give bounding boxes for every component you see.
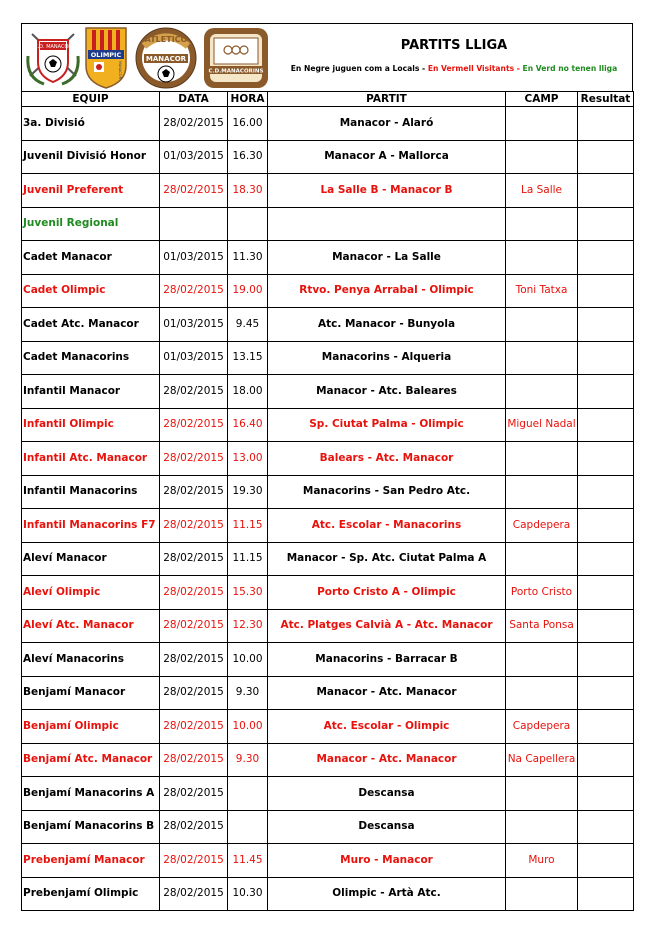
cell-hora: 13.15 bbox=[228, 341, 268, 375]
matches-table bbox=[21, 91, 634, 911]
cell-hora: 11.15 bbox=[228, 542, 268, 576]
cd-manacor-logo-text: C.D. MANACOR bbox=[34, 44, 72, 50]
cell-hora: 16.30 bbox=[228, 140, 268, 174]
cell-resultat bbox=[578, 777, 634, 811]
cell-data: 28/02/2015 bbox=[160, 710, 228, 744]
cell-camp bbox=[506, 676, 578, 710]
cell-resultat bbox=[578, 140, 634, 174]
cell-equip: Aleví Manacor bbox=[22, 542, 160, 576]
cell-partit: Manacor - Sp. Atc. Ciutat Palma A bbox=[268, 542, 506, 576]
cell-data: 28/02/2015 bbox=[160, 274, 228, 308]
cell-resultat bbox=[578, 844, 634, 878]
olimpic-logo bbox=[82, 26, 130, 90]
cell-camp: Santa Ponsa bbox=[506, 609, 578, 643]
cell-partit: Olimpic - Artà Atc. bbox=[268, 877, 506, 911]
atletico-logo-text: ATLETICO bbox=[144, 35, 188, 44]
cell-camp bbox=[506, 341, 578, 375]
cell-resultat bbox=[578, 207, 634, 241]
cell-hora bbox=[228, 207, 268, 241]
cell-resultat bbox=[578, 877, 634, 911]
cell-equip: Aleví Atc. Manacor bbox=[22, 609, 160, 643]
table-row bbox=[22, 140, 634, 174]
cell-camp: Miguel Nadal bbox=[506, 408, 578, 442]
cell-data: 28/02/2015 bbox=[160, 643, 228, 677]
cell-data: 28/02/2015 bbox=[160, 408, 228, 442]
col-header-partit: PARTIT bbox=[268, 92, 506, 107]
cell-partit: Manacorins - San Pedro Atc. bbox=[268, 475, 506, 509]
cell-equip: Benjamí Manacorins A bbox=[22, 777, 160, 811]
cell-data: 28/02/2015 bbox=[160, 542, 228, 576]
table-row bbox=[22, 810, 634, 844]
cell-hora: 16.40 bbox=[228, 408, 268, 442]
cell-camp bbox=[506, 542, 578, 576]
table-row bbox=[22, 442, 634, 476]
cell-data: 28/02/2015 bbox=[160, 844, 228, 878]
cell-partit: La Salle B - Manacor B bbox=[268, 174, 506, 208]
cell-camp: Toni Tatxa bbox=[506, 274, 578, 308]
cell-hora: 9.30 bbox=[228, 743, 268, 777]
cell-equip: Infantil Olimpic bbox=[22, 408, 160, 442]
cell-equip: Infantil Manacor bbox=[22, 375, 160, 409]
club-logos bbox=[22, 24, 270, 91]
table-header-row bbox=[22, 92, 634, 107]
cell-hora: 9.45 bbox=[228, 308, 268, 342]
cell-resultat bbox=[578, 509, 634, 543]
cell-data bbox=[160, 207, 228, 241]
cell-resultat bbox=[578, 442, 634, 476]
cell-equip: Juvenil Regional bbox=[22, 207, 160, 241]
cell-hora: 10.30 bbox=[228, 877, 268, 911]
col-header-data: DATA bbox=[160, 92, 228, 107]
cell-resultat bbox=[578, 375, 634, 409]
table-row bbox=[22, 877, 634, 911]
cell-equip: Prebenjamí Manacor bbox=[22, 844, 160, 878]
cell-equip: 3a. Divisió bbox=[22, 107, 160, 141]
cell-hora: 16.00 bbox=[228, 107, 268, 141]
schedule-sheet bbox=[21, 23, 633, 911]
cell-partit: Manacor - Atc. Manacor bbox=[268, 676, 506, 710]
cell-resultat bbox=[578, 341, 634, 375]
cell-resultat bbox=[578, 542, 634, 576]
cell-data: 28/02/2015 bbox=[160, 609, 228, 643]
cell-partit: Manacor - Atc. Baleares bbox=[268, 375, 506, 409]
cell-camp: Capdepera bbox=[506, 710, 578, 744]
cell-partit: Atc. Manacor - Bunyola bbox=[268, 308, 506, 342]
cell-equip: Infantil Manacorins bbox=[22, 475, 160, 509]
cell-camp bbox=[506, 241, 578, 275]
cell-equip: Aleví Olimpic bbox=[22, 576, 160, 610]
cell-hora: 13.00 bbox=[228, 442, 268, 476]
cell-hora: 19.00 bbox=[228, 274, 268, 308]
cell-hora: 10.00 bbox=[228, 643, 268, 677]
table-row bbox=[22, 207, 634, 241]
cell-equip: Benjamí Atc. Manacor bbox=[22, 743, 160, 777]
legend-locals: En Negre juguen com a Locals - bbox=[290, 64, 428, 73]
table-row bbox=[22, 241, 634, 275]
cell-resultat bbox=[578, 475, 634, 509]
cell-equip: Juvenil Preferent bbox=[22, 174, 160, 208]
table-row bbox=[22, 743, 634, 777]
col-header-camp: CAMP bbox=[506, 92, 578, 107]
cell-partit: Porto Cristo A - Olimpic bbox=[268, 576, 506, 610]
cell-resultat bbox=[578, 241, 634, 275]
table-row bbox=[22, 375, 634, 409]
cell-partit: Muro - Manacor bbox=[268, 844, 506, 878]
cell-partit: Atc. Platges Calvià A - Atc. Manacor bbox=[268, 609, 506, 643]
cell-hora: 18.00 bbox=[228, 375, 268, 409]
cell-resultat bbox=[578, 643, 634, 677]
cell-partit: Descansa bbox=[268, 810, 506, 844]
cell-camp bbox=[506, 777, 578, 811]
table-row bbox=[22, 710, 634, 744]
legend-no-league: En Verd no tenen lliga bbox=[522, 64, 618, 73]
cell-data: 28/02/2015 bbox=[160, 475, 228, 509]
cell-equip: Benjamí Olimpic bbox=[22, 710, 160, 744]
cell-resultat bbox=[578, 609, 634, 643]
cell-camp bbox=[506, 107, 578, 141]
cell-data: 28/02/2015 bbox=[160, 442, 228, 476]
col-header-resultat: Resultat bbox=[578, 92, 634, 107]
cell-camp bbox=[506, 308, 578, 342]
cell-data: 28/02/2015 bbox=[160, 509, 228, 543]
table-row bbox=[22, 777, 634, 811]
table-row bbox=[22, 542, 634, 576]
cell-partit: Atc. Escolar - Manacorins bbox=[268, 509, 506, 543]
cell-camp bbox=[506, 810, 578, 844]
cell-data: 01/03/2015 bbox=[160, 341, 228, 375]
cell-equip: Aleví Manacorins bbox=[22, 643, 160, 677]
cell-camp bbox=[506, 877, 578, 911]
legend-visitants: En Vermell Visitants - bbox=[427, 64, 523, 73]
manacorins-logo-text: C.D.MANACORINS bbox=[208, 68, 264, 75]
cell-hora: 11.45 bbox=[228, 844, 268, 878]
cell-data: 28/02/2015 bbox=[160, 107, 228, 141]
cell-resultat bbox=[578, 743, 634, 777]
table-row bbox=[22, 308, 634, 342]
cd-manacorins-logo bbox=[202, 26, 270, 90]
cell-data: 28/02/2015 bbox=[160, 777, 228, 811]
table-row bbox=[22, 174, 634, 208]
cell-equip: Cadet Olimpic bbox=[22, 274, 160, 308]
cell-resultat bbox=[578, 576, 634, 610]
cell-data: 01/03/2015 bbox=[160, 140, 228, 174]
table-row bbox=[22, 643, 634, 677]
table-row bbox=[22, 274, 634, 308]
cell-resultat bbox=[578, 107, 634, 141]
atletico-manacor-logo bbox=[132, 26, 200, 90]
cell-partit bbox=[268, 207, 506, 241]
table-row bbox=[22, 609, 634, 643]
cell-camp bbox=[506, 475, 578, 509]
cell-equip: Benjamí Manacorins B bbox=[22, 810, 160, 844]
cell-partit: Manacor - La Salle bbox=[268, 241, 506, 275]
cell-hora: 9.30 bbox=[228, 676, 268, 710]
table-row bbox=[22, 107, 634, 141]
cell-partit: Manacor A - Mallorca bbox=[268, 140, 506, 174]
table-row bbox=[22, 341, 634, 375]
cell-equip: Cadet Atc. Manacor bbox=[22, 308, 160, 342]
cell-equip: Prebenjamí Olimpic bbox=[22, 877, 160, 911]
cell-camp bbox=[506, 442, 578, 476]
olimpic-logo-subtext: MANACOR bbox=[118, 61, 122, 79]
cell-hora: 12.30 bbox=[228, 609, 268, 643]
cell-equip: Infantil Manacorins F7 bbox=[22, 509, 160, 543]
table-row bbox=[22, 509, 634, 543]
cell-partit: Descansa bbox=[268, 777, 506, 811]
cell-partit: Manacorins - Alqueria bbox=[268, 341, 506, 375]
col-header-equip: EQUIP bbox=[22, 92, 160, 107]
cell-hora: 18.30 bbox=[228, 174, 268, 208]
cell-resultat bbox=[578, 676, 634, 710]
cell-data: 28/02/2015 bbox=[160, 810, 228, 844]
cell-data: 28/02/2015 bbox=[160, 174, 228, 208]
cell-camp: Muro bbox=[506, 844, 578, 878]
table-row bbox=[22, 576, 634, 610]
cell-partit: Balears - Atc. Manacor bbox=[268, 442, 506, 476]
table-row bbox=[22, 844, 634, 878]
table-body bbox=[22, 107, 634, 911]
cell-camp: Na Capellera bbox=[506, 743, 578, 777]
table-row bbox=[22, 408, 634, 442]
cell-data: 28/02/2015 bbox=[160, 375, 228, 409]
table-row bbox=[22, 676, 634, 710]
cd-manacor-logo bbox=[24, 26, 82, 88]
cell-hora bbox=[228, 777, 268, 811]
table-row bbox=[22, 475, 634, 509]
cell-resultat bbox=[578, 710, 634, 744]
cell-resultat bbox=[578, 408, 634, 442]
cell-camp bbox=[506, 207, 578, 241]
cell-hora: 15.30 bbox=[228, 576, 268, 610]
cell-data: 01/03/2015 bbox=[160, 241, 228, 275]
atletico-logo-subtext: MANACOR bbox=[145, 55, 187, 63]
sheet-header bbox=[21, 23, 633, 91]
cell-resultat bbox=[578, 308, 634, 342]
cell-hora bbox=[228, 810, 268, 844]
cell-hora: 11.30 bbox=[228, 241, 268, 275]
cell-partit: Rtvo. Penya Arrabal - Olimpic bbox=[268, 274, 506, 308]
cell-partit: Sp. Ciutat Palma - Olimpic bbox=[268, 408, 506, 442]
cell-data: 28/02/2015 bbox=[160, 676, 228, 710]
cell-equip: Juvenil Divisió Honor bbox=[22, 140, 160, 174]
cell-resultat bbox=[578, 174, 634, 208]
cell-camp: Porto Cristo bbox=[506, 576, 578, 610]
cell-resultat bbox=[578, 274, 634, 308]
cell-camp: Capdepera bbox=[506, 509, 578, 543]
cell-equip: Cadet Manacorins bbox=[22, 341, 160, 375]
cell-hora: 19.30 bbox=[228, 475, 268, 509]
col-header-hora: HORA bbox=[228, 92, 268, 107]
cell-equip: Cadet Manacor bbox=[22, 241, 160, 275]
olimpic-logo-text: OLIMPIC bbox=[90, 51, 122, 59]
cell-data: 28/02/2015 bbox=[160, 743, 228, 777]
cell-camp bbox=[506, 375, 578, 409]
cell-partit: Atc. Escolar - Olimpic bbox=[268, 710, 506, 744]
cell-equip: Infantil Atc. Manacor bbox=[22, 442, 160, 476]
cell-hora: 10.00 bbox=[228, 710, 268, 744]
cell-equip: Benjamí Manacor bbox=[22, 676, 160, 710]
cell-hora: 11.15 bbox=[228, 509, 268, 543]
cell-partit: Manacor - Alaró bbox=[268, 107, 506, 141]
color-legend bbox=[280, 64, 628, 73]
cell-camp: La Salle bbox=[506, 174, 578, 208]
cell-camp bbox=[506, 643, 578, 677]
cell-resultat bbox=[578, 810, 634, 844]
cell-camp bbox=[506, 140, 578, 174]
cell-partit: Manacorins - Barracar B bbox=[268, 643, 506, 677]
cell-partit: Manacor - Atc. Manacor bbox=[268, 743, 506, 777]
cell-data: 01/03/2015 bbox=[160, 308, 228, 342]
page-title: PARTITS LLIGA bbox=[400, 38, 508, 53]
cell-data: 28/02/2015 bbox=[160, 576, 228, 610]
cell-data: 28/02/2015 bbox=[160, 877, 228, 911]
